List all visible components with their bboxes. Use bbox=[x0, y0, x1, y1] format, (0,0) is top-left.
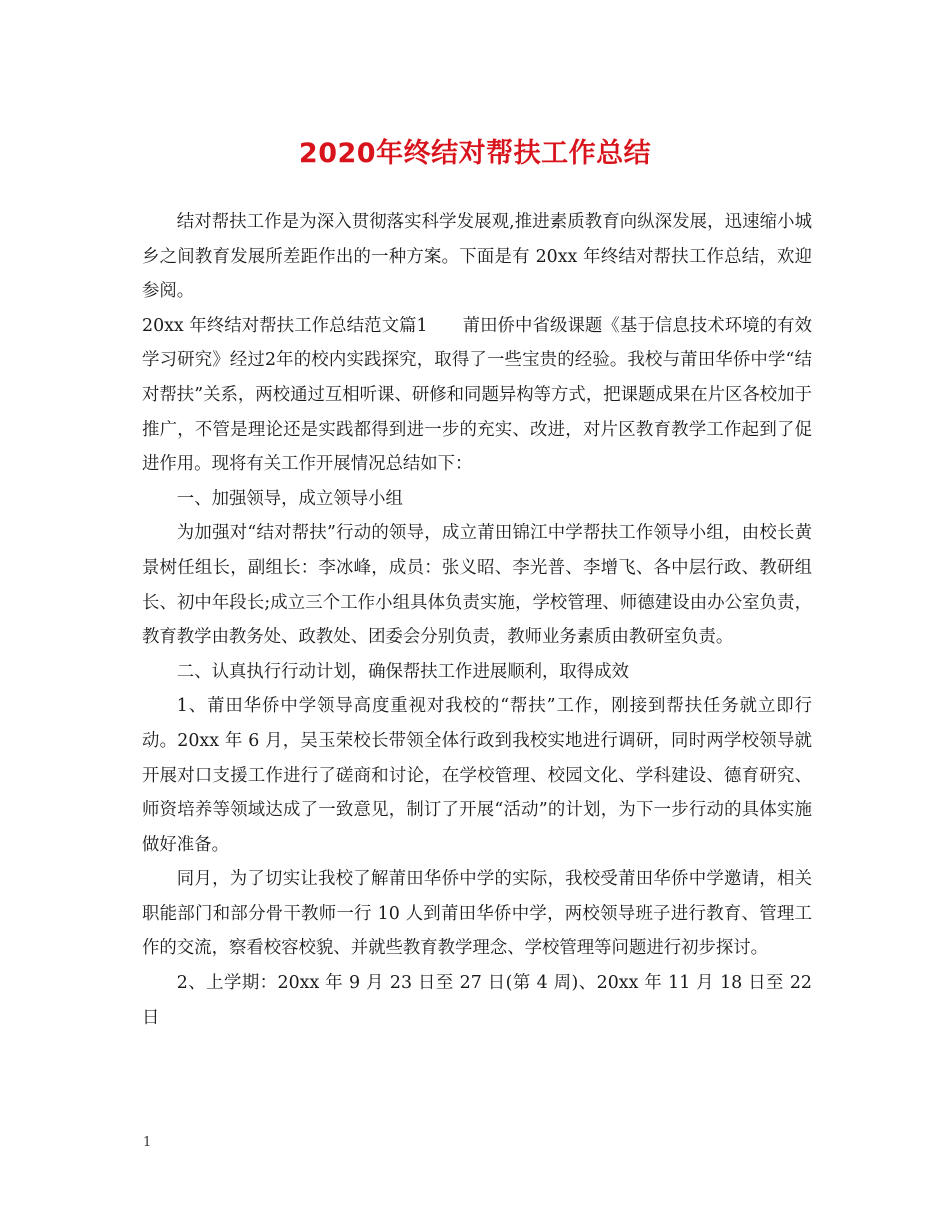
document-body bbox=[142, 205, 812, 1035]
section-heading-1: 一、加强领导，成立领导小组 bbox=[176, 488, 403, 509]
paragraph-article-start: 20xx 年终结对帮扶工作总结范文篇1 莆田侨中省级课题《基于信息技术环境的有效学习研究》经过2年的校内实践探究，取得了一些宝贵的经验。我校与莆田华侨中学“结对帮扶”关系，两校通过互相听课、研修和同题异构等方式，把课题成果在片区各校加于推广，不管是理论还是实践都得到进一步的充实、改进，对片区教育教学工作起到了促进作用。现将有关工作开展情况总结如下： bbox=[142, 315, 812, 475]
section-heading-2: 二、认真执行行动计划，确保帮扶工作进展顺利，取得成效 bbox=[176, 661, 629, 682]
page-number: 1 bbox=[143, 1135, 152, 1150]
paragraph-intro: 结对帮扶工作是为深入贯彻落实科学发展观,推进素质教育向纵深发展，迅速缩小城乡之间教育发展所差距作出的一种方案。下面是有 20xx 年终结对帮扶工作总结，欢迎参阅。 bbox=[142, 212, 812, 302]
paragraph-item-2: 2、上学期：20xx 年 9 月 23 日至 27 日(第 4 周)、20xx 年 11 月 18 日至 22 日 bbox=[142, 973, 812, 1028]
paragraph-same-month: 同月，为了切实让我校了解莆田华侨中学的实际，我校受莆田华侨中学邀请，相关职能部门和部分骨干教师一行 10 人到莆田华侨中学，两校领导班子进行教育、管理工作的交流，察看校容校貌、并就些教育教学理念、学校管理等问题进行初步探讨。 bbox=[142, 869, 812, 959]
paragraph-item-1: 1、莆田华侨中学领导高度重视对我校的“帮扶”工作，刚接到帮扶任务就立即行动。20xx 年 6 月，吴玉荣校长带领全体行政到我校实地进行调研，同时两学校领导就开展对口支援工作进行了磋商和讨论，在学校管理、校园文化、学科建设、德育研究、师资培养等领域达成了一致意见，制订了开展“活动”的计划，为下一步行动的具体实施做好准备。 bbox=[142, 696, 812, 855]
paragraph-leadership: 为加强对“结对帮扶”行动的领导，成立莆田锦江中学帮扶工作领导小组，由校长黄景树任组长，副组长：李冰峰，成员：张义昭、李光普、李增飞、各中层行政、教研组长、初中年段长;成立三个工作小组具体负责实施，学校管理、师德建设由办公室负责，教育教学由教务处、政教处、团委会分别负责，教师业务素质由教研室负责。 bbox=[142, 523, 812, 648]
document-title: 2020年终结对帮扶工作总结 bbox=[298, 138, 652, 169]
